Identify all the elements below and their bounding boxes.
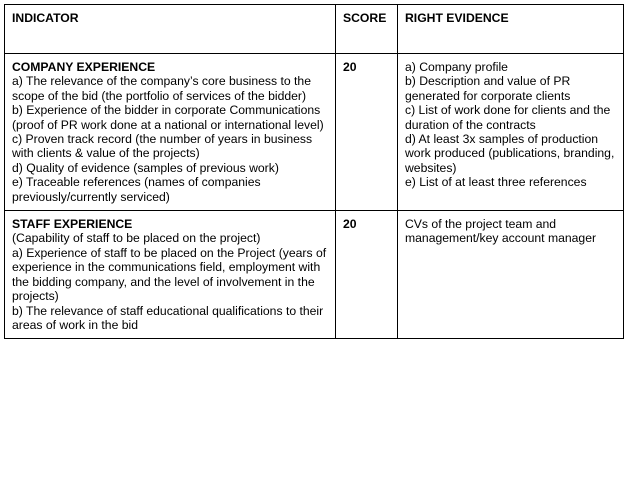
evaluation-criteria-table bbox=[4, 4, 624, 339]
indicator-line: (Capability of staff to be placed on the project) bbox=[12, 231, 261, 246]
header-indicator: INDICATOR bbox=[5, 5, 336, 54]
evidence-line: e) List of at least three references bbox=[405, 175, 587, 190]
header-evidence: RIGHT EVIDENCE bbox=[398, 5, 624, 54]
indicator-line: b) The relevance of staff educational qualifications to their areas of work in the bid bbox=[12, 303, 327, 332]
evidence-line: a) Company profile bbox=[405, 60, 508, 74]
indicator-line: a) The relevance of the company’s core business to the scope of the bid (the portfolio of services of the bidder) bbox=[12, 74, 315, 103]
evidence-line: c) List of work done for clients and the duration of the contracts bbox=[405, 103, 614, 132]
evidence-cell bbox=[398, 54, 624, 211]
indicator-line: a) Experience of staff to be placed on the Project (years of experience in the communications field, employment with the bidding company, and the level of involvement in the projects) bbox=[12, 245, 330, 304]
score-cell: 20 bbox=[336, 211, 398, 339]
indicator-cell bbox=[5, 54, 336, 211]
indicator-line: b) Experience of the bidder in corporate Communications (proof of PR work done at a national or international level) bbox=[12, 103, 324, 132]
row-title: STAFF EXPERIENCE bbox=[12, 217, 133, 232]
indicator-cell bbox=[5, 211, 336, 339]
row-title: COMPANY EXPERIENCE bbox=[12, 60, 156, 74]
header-score: SCORE bbox=[336, 5, 398, 54]
table-row bbox=[5, 211, 624, 339]
header-row bbox=[5, 5, 624, 54]
evidence-cell bbox=[398, 211, 624, 339]
score-cell: 20 bbox=[336, 54, 398, 211]
indicator-line: e) Traceable references (names of companies previously/currently serviced) bbox=[12, 175, 265, 204]
evidence-line: d) At least 3x samples of production work produced (publications, branding, websites) bbox=[405, 132, 618, 175]
indicator-line: d) Quality of evidence (samples of previous work) bbox=[12, 160, 279, 175]
indicator-line: c) Proven track record (the number of years in business with clients & value of the projects) bbox=[12, 132, 316, 161]
evidence-line: b) Description and value of PR generated for corporate clients bbox=[405, 74, 574, 103]
table-row bbox=[5, 54, 624, 211]
evidence-line: CVs of the project team and management/key account manager bbox=[405, 217, 597, 246]
